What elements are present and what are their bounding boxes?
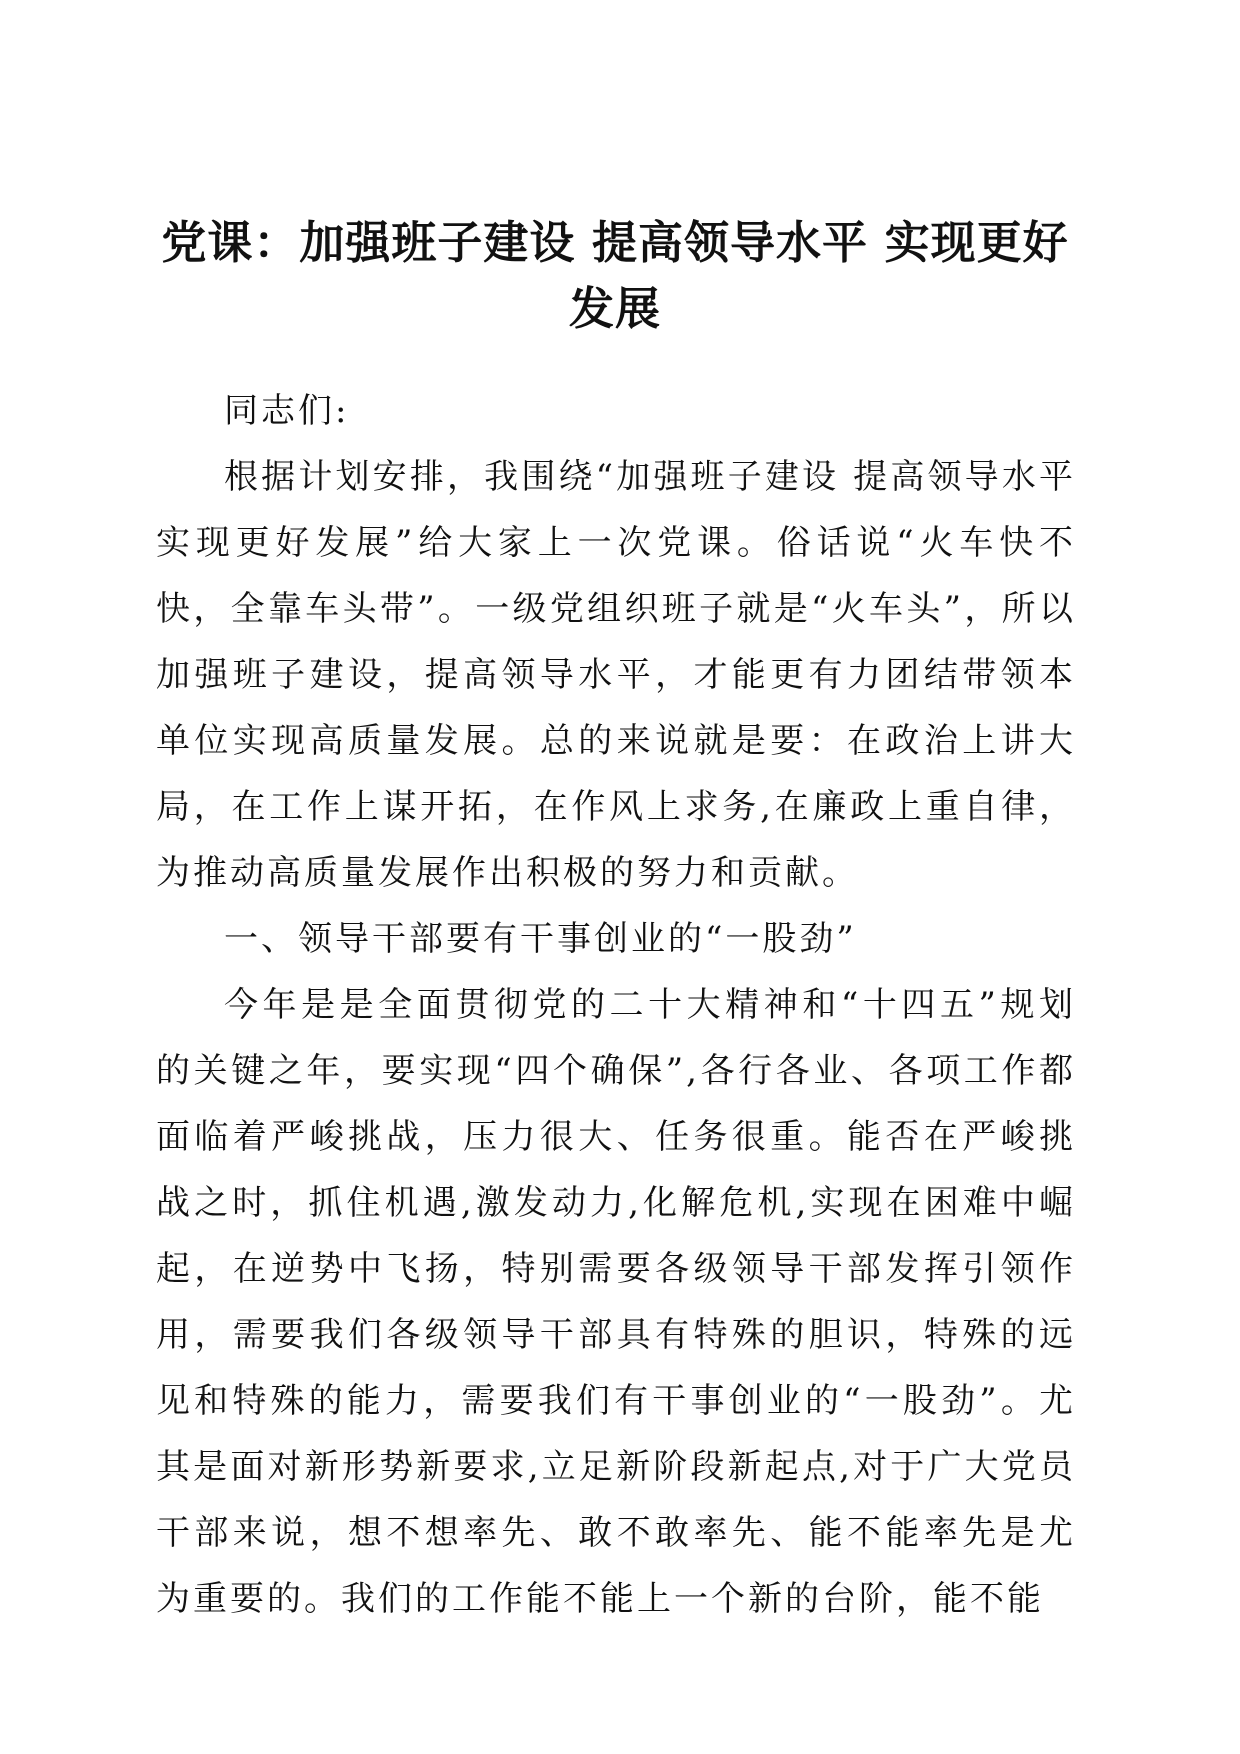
title-line-1: 党课：加强班子建设 提高领导水平 实现更好	[161, 216, 1069, 269]
section-paragraph: 今年是是全面贯彻党的二十大精神和“十四五”规划的关键之年，要实现“四个确保”,各行各业、各项工作都面临着严峻挑战，压力很大、任务很重。能否在严峻挑战之时，抓住机遇,激发动力,化解危机,实现在困难中崛起，在逆势中飞扬，特别需要各级领导干部发挥引领作用，需要我们各级领导干部具有特殊的胆识，特殊的远见和特殊的能力，需要我们有干事创业的“一股劲”。尤其是面对新形势新要求,立足新阶段新起点,对于广大党员干部来说，想不想率先、敢不敢率先、能不能率先是尤为重要的。我们的工作能不能上一个新的台阶，能不能	[156, 985, 1076, 1619]
salutation: 同志们:	[224, 391, 350, 431]
document-body	[156, 378, 1076, 1632]
page-title	[150, 210, 1080, 342]
title-line-2: 发展	[568, 282, 661, 335]
section-heading: 一、领导干部要有干事创业的“一股劲”	[224, 919, 857, 959]
intro-paragraph: 根据计划安排，我围绕“加强班子建设 提高领导水平 实现更好发展”给大家上一次党课。俗话说“火车快不快，全靠车头带”。一级党组织班子就是“火车头”，所以加强班子建设，提高领导水平，才能更有力团结带领本单位实现高质量发展。总的来说就是要：在政治上讲大局，在工作上谋开拓，在作风上求务,在廉政上重自律，为推动高质量发展作出积极的努力和贡献。	[156, 457, 1076, 893]
